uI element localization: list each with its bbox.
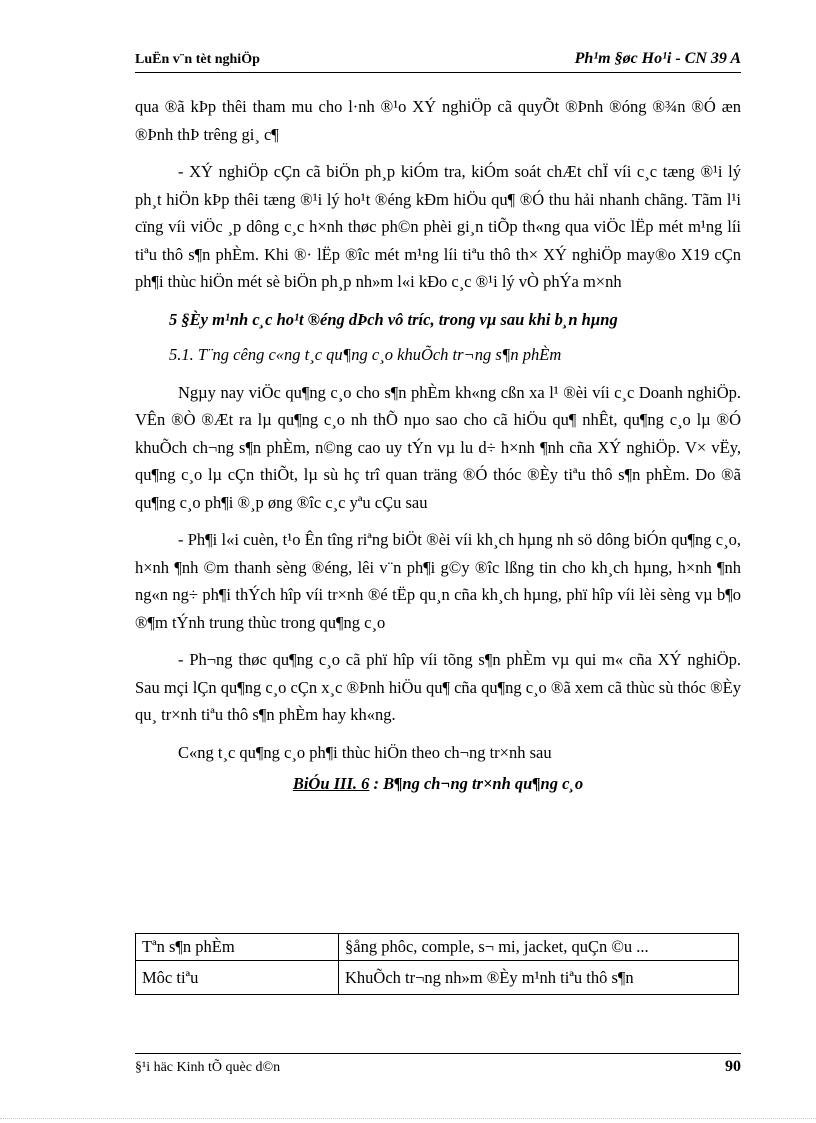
paragraph: - Ph¬ng thøc qu¶ng c¸o cã phï hîp víi tõng s¶n phÈm vµ qui m« cña XÝ nghiÖp. Sau mçi lÇn qu¶ng c¸o cÇn x¸c ®Þnh hiÖu qu¶ cña qu¶ng c¸o ®ã xem cã thùc sù thóc ®Èy qu¸ tr×nh tiªu thô s¶n phÈm hay kh«ng. (135, 650, 741, 724)
page-footer (135, 1053, 741, 1075)
paragraph: C«ng t¸c qu¶ng c¸o ph¶i thùc hiÖn theo ch¬ng tr×nh sau (178, 742, 552, 762)
paragraph: - XÝ nghiÖp cÇn cã biÖn ph¸p kiÓm tra, kiÓm soát chÆt chÏ víi c¸c tæng ®¹i lý ph¸t hiÖn kÞp thêi tæng ®¹i lý ho¹t ®éng kÐm hiÖu qu¶ ®Ó thu hải nhanh chãng. Tãm l¹i cïng víi viÖc ¸p dông c¸c h×nh thøc ph©n phèi gi¸n tiÕp th«ng qua viÖc lËp mét m¹ng líi tiªu thô s¶n phÈm. Khi ®· lËp ®îc mét m¹ng líi tiªu thô th× XÝ nghiÖp may®o X19 cÇn ph¶i thùc hiÖn mét sè biÖn ph¸p nh»m l«i kÐo c¸c ®¹i lý vÒ phÝa m×nh (135, 162, 741, 291)
paragraph: - Ph¶i l«i cuèn, t¹o Ên tîng riªng biÖt ®èi víi kh¸ch hµng nh sö dông biÓn qu¶ng c¸o, h×nh ¶nh ©m thanh sèng ®éng, lêi v¨n ph¶i g©y ®îc lßng tin cho kh¸ch hµng, h×nh ¶nh ng«n ng÷ ph¶i thÝch hîp víi tr×nh ®é tËp qu¸n cña kh¸ch hµng, phï hîp víi lèi sèng vµ b¶o ®¶m tÝnh trung thùc trong qu¶ng c¸o (135, 530, 741, 632)
table-row (136, 934, 739, 961)
paragraph: Ngµy nay viÖc qu¶ng c¸o cho s¶n phÈm kh«ng cßn xa l¹ ®èi víi c¸c Doanh nghiÖp. VÊn ®Ò ®Æt ra lµ qu¶ng c¸o nh thÕ nµo sao cho cã hiÖu qu¶ nhÊt, qu¶ng c¸o lµ ®Ó khuÕch ch¬ng s¶n phÈm, n©ng cao uy tÝn vµ lu d÷ h×nh ¶nh cña XÝ nghiÖp. V× vËy, qu¶ng c¸o lµ cÇn thiÕt, lµ sù hç trî quan träng ®Ó thóc ®Èy tiªu thô s¶n phÈm. Do ®ã qu¶ng c¸o ph¶i ®¸p øng ®îc c¸c yªu cÇu sau (135, 382, 741, 512)
section-heading: 5 §Èy m¹nh c¸c ho¹t ®éng dÞch vô tríc, trong vµ sau khi b¸n hµng (169, 309, 618, 329)
caption-text: : B¶ng ch¬ng tr×nh qu¶ng c¸o (369, 774, 584, 793)
page-break-divider (0, 1118, 816, 1119)
footer-university: §¹i häc Kinh tÕ quèc d©n (135, 1060, 281, 1075)
table-cell: Môc tiªu (136, 961, 339, 995)
table-cell: Tªn s¶n phÈm (136, 934, 339, 961)
table-caption (135, 770, 741, 798)
table-cell: §ång phôc, comple, s¬ mi, jacket, quÇn ©u ... (339, 934, 739, 961)
caption-label: BiÓu III. 6 (292, 774, 370, 793)
page-body (135, 93, 741, 798)
table-cell: KhuÕch tr¬ng nh»m ®Èy m¹nh tiªu thô s¶n (339, 961, 739, 995)
table-row (136, 961, 739, 995)
header-author: Ph¹m §øc Ho¹i - CN 39 A (574, 50, 741, 67)
paragraph: qua ®ã kÞp thêi tham mu cho l·nh ®¹o XÝ nghiÖp cã quyÕt ®Þnh ®óng ®¾n ®Ó æn ®Þnh thÞ trêng gi¸ c¶ (135, 97, 741, 144)
program-table (135, 933, 739, 995)
subsection-heading: 5.1. T¨ng cêng c«ng t¸c qu¶ng c¸o khuÕch tr¬ng s¶n phÈm (169, 345, 562, 364)
page-number: 90 (725, 1058, 741, 1075)
header-thesis-title: LuËn v¨n tèt nghiÖp (135, 52, 260, 67)
page-header (135, 50, 741, 73)
